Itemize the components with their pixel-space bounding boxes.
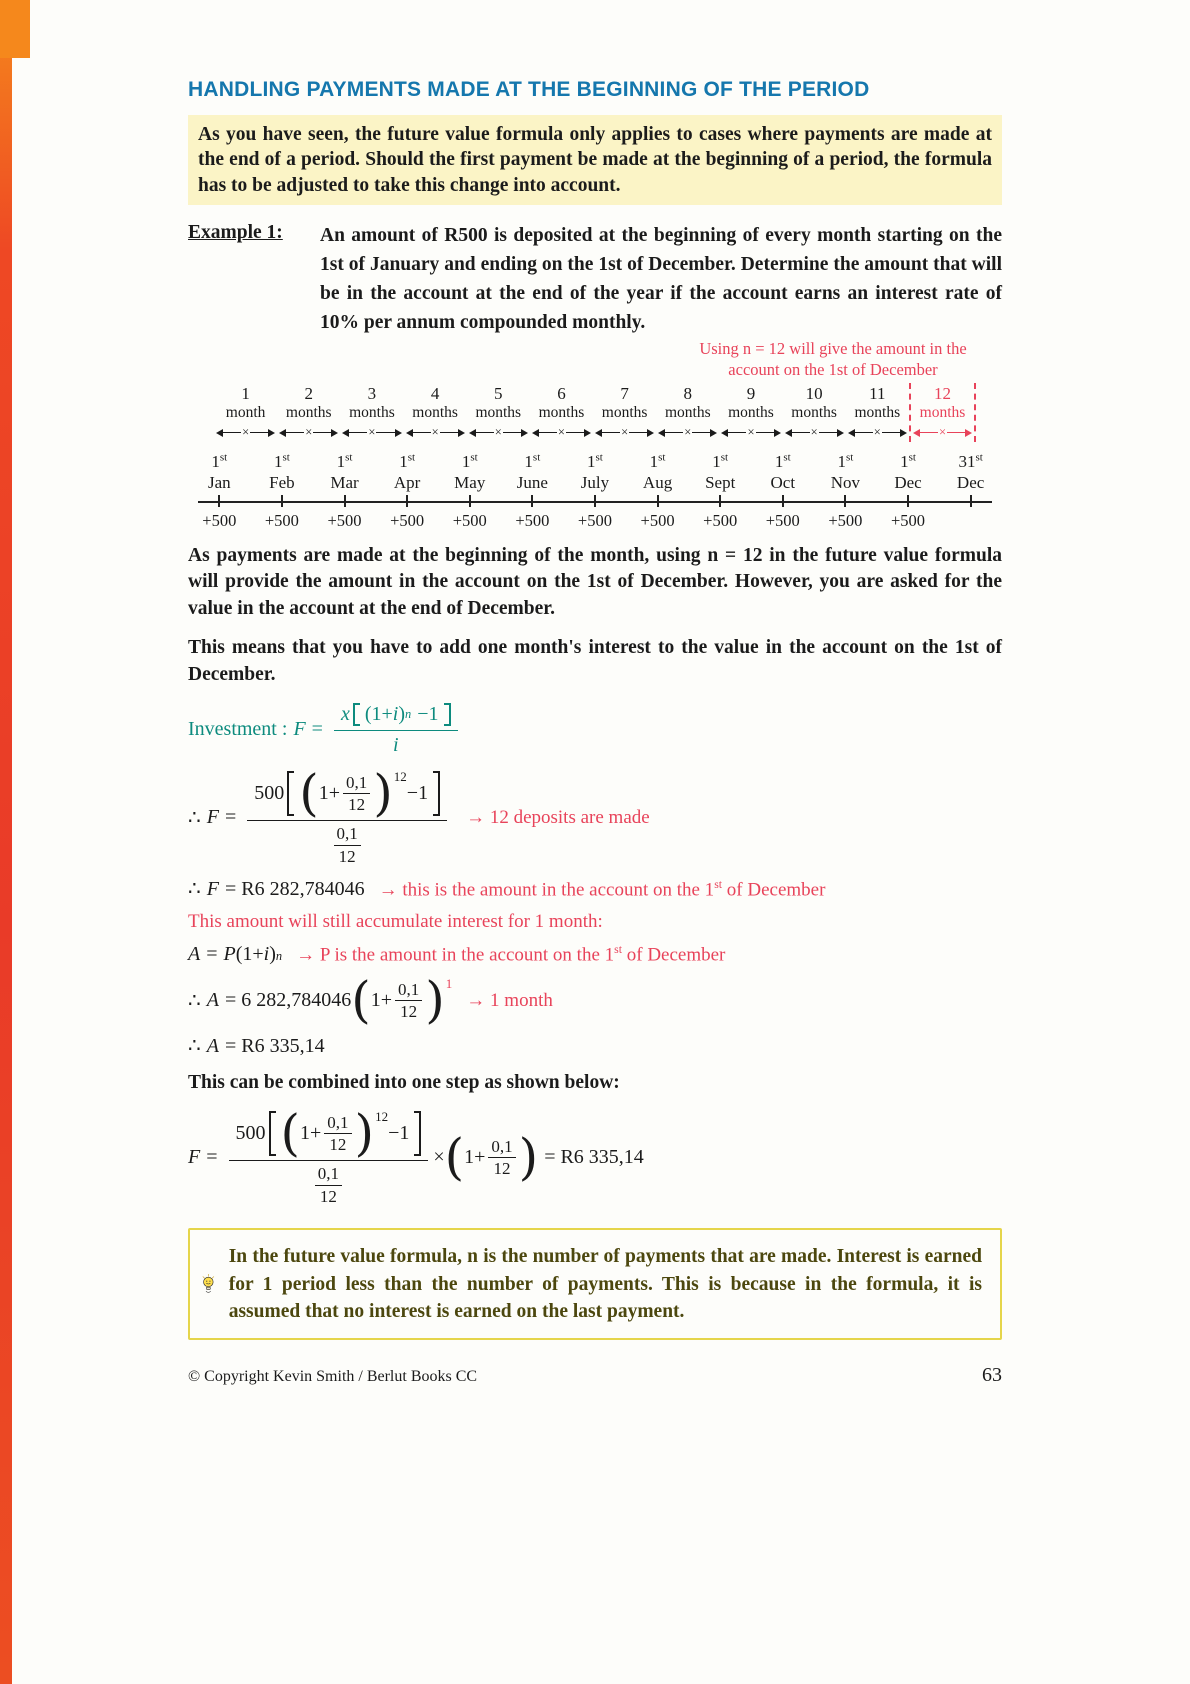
date-number: 1st [524, 451, 541, 472]
segment-arrow [719, 425, 782, 440]
formula-label: Investment : [188, 717, 288, 740]
lightbulb-icon [200, 1257, 217, 1311]
arrow-right-icon [395, 429, 402, 437]
equals-sign: = [224, 806, 237, 829]
a-calculation-formula [188, 971, 1002, 1030]
combined-result: = R6 335,14 [544, 1146, 644, 1169]
paren-group [351, 971, 453, 1030]
arrow-line [286, 432, 304, 434]
arrow-right-icon [837, 429, 844, 437]
cut-mark-icon: × [938, 425, 947, 440]
timeline-segment [593, 383, 656, 442]
annotation-line-2: account on the 1st of December [728, 360, 938, 380]
paren-close: ) [373, 764, 393, 823]
segment-arrow [530, 425, 593, 440]
one-month-note: → 1 month [466, 989, 553, 1011]
date-number: 1st [837, 451, 854, 472]
var-A: A [188, 943, 201, 966]
minus-one: −1 [406, 782, 429, 805]
axis-tick-cell [188, 495, 251, 509]
timeline-segment [340, 383, 403, 442]
arrow-line [376, 432, 394, 434]
var-A: A [206, 1035, 219, 1058]
coefficient-500: 500 [235, 1122, 266, 1145]
paren-open: ( [351, 971, 371, 1030]
date-month: May [454, 473, 486, 493]
timeline-segment [846, 383, 909, 442]
arrow-line [503, 432, 521, 434]
cut-mark-icon: × [747, 425, 755, 440]
timeline-date [877, 451, 940, 494]
exponent-n: n [275, 949, 283, 964]
deposit-amount: +500 [202, 510, 237, 530]
cut-mark-icon: × [305, 425, 313, 440]
axis-tick-cell [501, 495, 564, 509]
paren-group [280, 1104, 389, 1163]
segment-arrow [467, 425, 530, 440]
segment-number: 7 [620, 384, 629, 404]
right-bracket [444, 703, 451, 726]
arrow-left-icon [216, 429, 223, 437]
minus-one: −1 [388, 1122, 410, 1145]
cut-mark-icon: × [431, 425, 439, 440]
date-number: 1st [336, 451, 353, 472]
rate-fraction: $\frac{0,1}{12}$ [395, 980, 422, 1022]
axis-tick [907, 495, 909, 507]
timeline-segment [277, 383, 340, 442]
segment-label: months [664, 404, 711, 422]
segment-label: months [349, 404, 395, 422]
arrow-right-icon [458, 429, 465, 437]
arrow-line [756, 432, 774, 434]
example-label: Example 1: [188, 222, 283, 244]
axis-tick [782, 495, 784, 507]
paren-close: ) [354, 1104, 375, 1163]
axis-tick-cell [751, 495, 814, 509]
date-month: Oct [770, 473, 796, 493]
date-month: Dec [956, 473, 985, 493]
arrow-line [566, 432, 584, 434]
paren-group [299, 764, 407, 823]
date-month: July [580, 473, 610, 493]
arrow-right-icon [710, 429, 717, 437]
deposit-amount: +500 [890, 510, 926, 530]
date-month: June [516, 473, 548, 493]
exponent-12: 12 [375, 1109, 389, 1125]
timeline-date [501, 451, 564, 494]
var-i: i [392, 703, 399, 726]
minus-one: −1 [417, 703, 439, 726]
a-calc-value: = 6 282,784046 [224, 989, 352, 1012]
segment-number: 8 [683, 384, 693, 404]
rate-fraction: $\frac{0,1}{12}$ [488, 1137, 515, 1179]
main-fraction [334, 701, 458, 757]
date-month: Aug [642, 473, 673, 493]
example-text: An amount of R500 is deposited at the beginning of every month starting on the 1st of January and ending on the 1st of December. Determine the amount that will be in the account at the end of the year if the account earns an interest rate of 10% per annum compounded monthly. [320, 225, 1002, 333]
timeline-date [188, 451, 251, 494]
segment-label: months [854, 404, 901, 422]
timeline-date [751, 451, 814, 494]
right-bracket [414, 1111, 421, 1156]
segment-arrow [277, 425, 340, 440]
arrow-line [539, 432, 557, 434]
cut-mark-icon: × [873, 425, 881, 440]
segment-arrow [656, 425, 719, 440]
example-block [188, 222, 1002, 337]
rate-fraction: $\frac{0,1}{12}$ [324, 1113, 351, 1155]
var-F: F [188, 1146, 201, 1169]
axis-tick [844, 495, 846, 507]
one-plus: 1+ [300, 1122, 322, 1145]
var-F: F [206, 878, 219, 901]
date-month: Feb [269, 473, 295, 493]
arrow-left-icon [785, 429, 792, 437]
arrow-right-icon [900, 429, 907, 437]
date-number: 1st [211, 451, 228, 472]
deposit-amount: +500 [703, 510, 738, 530]
close-paren: ) [269, 943, 276, 966]
arrow-line [223, 432, 241, 434]
date-number: 1st [712, 451, 729, 472]
arrow-line [819, 432, 837, 434]
cut-mark-icon: × [368, 425, 376, 440]
segment-arrow [593, 425, 656, 440]
timeline-deposits [188, 511, 1002, 531]
segment-arrow [911, 425, 974, 440]
segment-number: 12 [933, 384, 951, 404]
segment-arrow [340, 425, 403, 440]
segment-number: 6 [557, 384, 566, 404]
page-edge-corner [0, 0, 30, 58]
paren-group [444, 1128, 539, 1187]
cut-mark-icon: × [242, 425, 250, 440]
exponent-12: 12 [393, 769, 407, 785]
annotation-line-1: Using n = 12 will give the amount in the [699, 339, 967, 359]
paren-close: ) [518, 1128, 539, 1187]
exponent-n: n [405, 707, 412, 722]
a-formula-line [188, 943, 1002, 966]
timeline-diagram [188, 383, 1002, 531]
axis-tick-cell [877, 495, 940, 509]
body-paragraph-2: This means that you have to add one month's interest to the value in the account on the 1st of December. [188, 637, 1002, 686]
segment-label: months [475, 404, 522, 422]
deposits-note: → 12 deposits are made [466, 806, 650, 828]
segment-label: months [728, 404, 774, 422]
segment-number: 11 [869, 384, 886, 404]
therefore-sign: ∴ [188, 1035, 201, 1058]
arrow-line [313, 432, 331, 434]
arrow-line [792, 432, 810, 434]
deposit-amount: +500 [390, 510, 425, 530]
timeline-segment [783, 383, 846, 442]
arrow-line [692, 432, 710, 434]
a-result-line [188, 1033, 1002, 1058]
date-number: 1st [649, 451, 666, 472]
timeline-segments [214, 383, 976, 442]
equals-sign: = [206, 943, 218, 966]
axis-tick [719, 495, 721, 507]
date-number: 1st [461, 451, 478, 472]
a-formula-note: → P is the amount in the account on the 1st of December [296, 943, 726, 966]
f-calculation-formula [188, 764, 1002, 866]
arrow-line [629, 432, 647, 434]
cut-mark-icon: × [684, 425, 692, 440]
combined-formula [188, 1104, 1002, 1206]
arrow-right-icon [774, 429, 781, 437]
rate-fraction: $\frac{0,1}{12}$ [343, 773, 370, 815]
arrow-left-icon [406, 429, 413, 437]
body-paragraph-1: As payments are made at the beginning of the month, using n = 12 in the future value formula will provide the amount in the account on the 1st of December. However, you are asked for the value in the account at the end of December. [188, 544, 1002, 620]
denominator-fraction: $\frac{0,1}{12}$ [315, 1164, 342, 1206]
axis-tick [406, 495, 408, 507]
left-bracket [269, 1111, 276, 1156]
one-plus: 1+ [370, 989, 393, 1012]
arrow-right-icon [268, 429, 275, 437]
segment-number: 3 [367, 384, 377, 404]
deposit-amount: +500 [765, 510, 800, 530]
axis-tick-cell [564, 495, 627, 509]
segment-number: 2 [304, 384, 313, 404]
date-number: 31st [958, 451, 983, 472]
date-month: Sept [705, 473, 736, 493]
var-i: i [263, 943, 270, 966]
segment-label: month [225, 404, 266, 422]
open-paren-term: (1+ [235, 943, 264, 966]
cut-mark-icon: × [621, 425, 629, 440]
timeline-date [814, 451, 877, 494]
segment-number: 10 [805, 384, 823, 404]
arrow-line [665, 432, 683, 434]
deposit-amount [939, 511, 1002, 531]
date-number: 1st [273, 451, 290, 472]
exponent-1: 1 [445, 976, 453, 992]
arrow-left-icon [848, 429, 855, 437]
segment-label: months [791, 404, 837, 422]
deposit-amount: +500 [264, 510, 299, 530]
timeline-date [939, 451, 1002, 494]
segment-label: months [285, 404, 332, 422]
segment-arrow [404, 425, 467, 440]
main-fraction [247, 764, 447, 866]
timeline-date [251, 451, 314, 494]
right-bracket [433, 771, 440, 816]
segment-label: months [538, 404, 585, 422]
timeline-date [689, 451, 752, 494]
page-edge-stripe [0, 0, 12, 1684]
therefore-sign: ∴ [188, 878, 201, 901]
open-paren-term: (1+ [364, 703, 393, 726]
axis-tick [469, 495, 471, 507]
equals-sign: = [206, 1146, 218, 1169]
equals-sign: = [311, 717, 323, 740]
timeline-segment [656, 383, 719, 442]
var-A: A [206, 989, 219, 1012]
denominator-fraction: $\frac{0,1}{12}$ [334, 824, 361, 866]
one-plus: 1+ [464, 1146, 486, 1169]
cut-mark-icon: × [557, 425, 565, 440]
arrow-line [413, 432, 431, 434]
copyright-text: © Copyright Kevin Smith / Berlut Books CC [188, 1368, 478, 1386]
arrow-line [440, 432, 458, 434]
timeline-segment [909, 383, 976, 442]
paren-open: ( [444, 1128, 465, 1187]
segment-arrow [783, 425, 846, 440]
timeline-date [438, 451, 501, 494]
timeline-dates [188, 451, 1002, 494]
segment-number: 1 [241, 384, 250, 404]
segment-number: 4 [430, 384, 440, 404]
paren-open: ( [299, 764, 319, 823]
var-F: F [206, 806, 219, 829]
deposit-amount: +500 [577, 510, 612, 530]
arrow-right-icon [965, 429, 972, 437]
axis-tick-cell [251, 495, 314, 509]
f-result-note: → this is the amount in the account on the 1st of December [378, 877, 826, 901]
date-month: Jan [207, 473, 231, 493]
date-month: Mar [330, 473, 359, 493]
arrow-right-icon [331, 429, 338, 437]
timeline-date [376, 451, 439, 494]
times-sign: × [433, 1146, 445, 1169]
one-plus: 1+ [318, 782, 341, 805]
arrow-line [349, 432, 367, 434]
investment-formula [188, 701, 1002, 757]
axis-tick-cell [939, 495, 1002, 509]
axis-tick [970, 495, 972, 507]
segment-label: months [919, 404, 966, 422]
timeline-segment [404, 383, 467, 442]
axis-tick [594, 495, 596, 507]
denominator-i: i [392, 734, 399, 757]
arrow-line [882, 432, 900, 434]
paren-close: ) [425, 971, 445, 1030]
segment-label: months [601, 404, 648, 422]
arrow-right-icon [521, 429, 528, 437]
date-number: 1st [587, 451, 603, 472]
coefficient-500: 500 [254, 782, 285, 805]
timeline-segment [467, 383, 530, 442]
cut-mark-icon: × [494, 425, 502, 440]
note-box [188, 1228, 1002, 1340]
arrow-line [947, 432, 965, 434]
date-number: 1st [399, 451, 416, 472]
axis-tick-cell [313, 495, 376, 509]
main-fraction [229, 1104, 429, 1206]
axis-tick [218, 495, 220, 507]
date-month: Dec [894, 473, 922, 493]
segment-label: months [412, 404, 458, 422]
date-number: 1st [774, 451, 791, 472]
f-result-line [188, 876, 1002, 901]
arrow-left-icon [595, 429, 602, 437]
deposit-amount: +500 [452, 510, 487, 530]
arrow-line [476, 432, 494, 434]
timeline-axis [188, 495, 1002, 509]
arrow-line [728, 432, 746, 434]
var-P: P [223, 943, 236, 966]
arrow-line [855, 432, 873, 434]
deposit-amount: +500 [327, 510, 362, 530]
page-number: 63 [982, 1364, 1002, 1387]
page-title: HANDLING PAYMENTS MADE AT THE BEGINNING OF THE PERIOD [188, 78, 870, 101]
axis-tick [344, 495, 346, 507]
segment-arrow [846, 425, 909, 440]
therefore-sign: ∴ [188, 807, 201, 830]
n12-annotation [668, 339, 998, 381]
arrow-right-icon [647, 429, 654, 437]
deposit-amount: +500 [515, 510, 550, 530]
note-text: In the future value formula, n is the number of payments that are made. Interest is earned for 1 period less than the number of payments. This is because in the formula, it is assumed that no interest is earned on the last payment. [228, 1246, 982, 1323]
arrow-left-icon [342, 429, 349, 437]
axis-tick-cell [814, 495, 877, 509]
axis-tick [531, 495, 533, 507]
arrow-left-icon [532, 429, 539, 437]
timeline-date [564, 451, 627, 494]
cut-mark-icon: × [810, 425, 818, 440]
axis-tick [281, 495, 283, 507]
date-month: Nov [830, 473, 861, 493]
arrow-left-icon [279, 429, 286, 437]
date-month: Apr [393, 473, 421, 493]
segment-arrow [214, 425, 277, 440]
axis-tick-cell [376, 495, 439, 509]
arrow-left-icon [721, 429, 728, 437]
arrow-left-icon [913, 429, 920, 437]
timeline-date [626, 451, 689, 494]
left-bracket [353, 703, 360, 726]
arrow-line [602, 432, 620, 434]
arrow-left-icon [469, 429, 476, 437]
f-result-value: = R6 282,784046 [224, 878, 365, 901]
therefore-sign: ∴ [188, 990, 201, 1013]
arrow-right-icon [584, 429, 591, 437]
deposit-amount: +500 [828, 510, 863, 530]
left-bracket [287, 771, 294, 816]
axis-tick-cell [438, 495, 501, 509]
timeline-segment [530, 383, 593, 442]
page-footer [188, 1364, 1002, 1387]
intro-paragraph: As you have seen, the future value formula only applies to cases where payments are made at the end of a period. Should the first payment be made at the beginning of a period, the formula has to be adjusted to take this change into account. [188, 115, 1002, 205]
date-number: 1st [900, 451, 916, 472]
arrow-line [920, 432, 938, 434]
paren-open: ( [280, 1104, 301, 1163]
segment-number: 5 [494, 384, 503, 404]
timeline-segment [214, 383, 277, 442]
segment-number: 9 [746, 384, 756, 404]
a-result-value: = R6 335,14 [224, 1035, 325, 1058]
arrow-left-icon [658, 429, 665, 437]
axis-tick-cell [626, 495, 689, 509]
accumulate-note: This amount will still accumulate interest for 1 month: [188, 911, 603, 933]
timeline-segment [719, 383, 782, 442]
combined-intro: This can be combined into one step as shown below: [188, 1072, 620, 1094]
axis-tick-cell [689, 495, 752, 509]
axis-tick [657, 495, 659, 507]
page-content [188, 78, 1002, 1387]
arrow-line [250, 432, 268, 434]
timeline-date [313, 451, 376, 494]
close-paren: ) [398, 703, 406, 726]
var-x: x [340, 703, 350, 726]
deposit-amount: +500 [640, 510, 675, 530]
var-F: F [293, 717, 306, 740]
